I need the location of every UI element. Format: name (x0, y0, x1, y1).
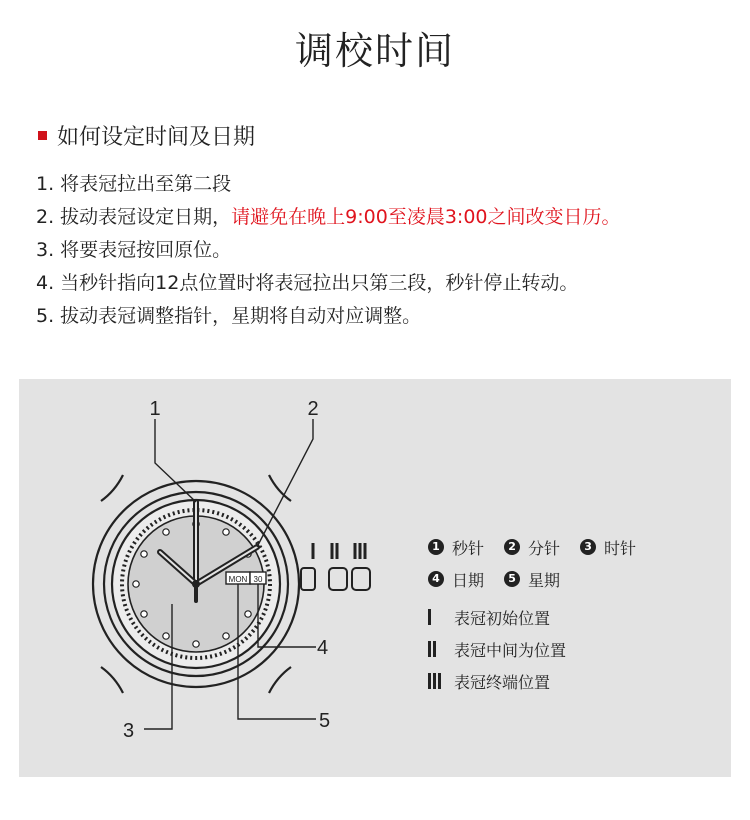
hour-marker-dot (245, 611, 251, 617)
circle-number-icon: 3 (580, 539, 596, 555)
instruction-step-5: 5. 拔动表冠调整指针，星期将自动对应调整。 (36, 305, 422, 327)
legend-item-day: 5 星期 (504, 568, 560, 591)
hour-marker-dot (193, 641, 199, 647)
hour-marker-dot (163, 529, 169, 535)
crown-position-legend-3: 表冠终端位置 (428, 669, 656, 693)
legend-item-minute-hand: 2 分针 (504, 536, 560, 559)
crown-position-1-icon (428, 609, 448, 625)
callout-4: 4 (317, 637, 329, 659)
legend-item-second-hand: 1 秒针 (428, 536, 484, 559)
callout-3: 3 (123, 720, 135, 742)
legend-row-windows (428, 567, 656, 591)
diagram-legend (428, 535, 656, 701)
crown-position-legend-1: 表冠初始位置 (428, 605, 656, 629)
instruction-step-2: 2. 拔动表冠设定日期，请避免在晚上9:00至凌晨3:00之间改变日历。 (36, 206, 621, 228)
crown-position-1 (301, 568, 315, 590)
hour-marker-dot (141, 611, 147, 617)
section-heading (38, 120, 255, 151)
instruction-list (36, 168, 621, 333)
hour-marker-dot (141, 551, 147, 557)
crown-position-2-icon (428, 641, 448, 657)
circle-number-icon: 2 (504, 539, 520, 555)
instruction-step-1: 1. 将表冠拉出至第二段 (36, 173, 232, 195)
section-title: 如何设定时间及日期 (57, 125, 256, 150)
lug-top-left (101, 475, 123, 501)
legend-row-hands (428, 535, 656, 559)
instruction-step-4: 4. 当秒针指向12点位置时将表冠拉出只第三段，秒针停止转动。 (36, 272, 579, 294)
circle-number-icon: 5 (504, 571, 520, 587)
hour-marker-dot (223, 633, 229, 639)
legend-item-hour-hand: 3 时针 (580, 536, 636, 559)
circle-number-icon: 1 (428, 539, 444, 555)
lug-bottom-left (101, 667, 123, 693)
crown-position-3 (352, 568, 370, 590)
crown-position-2 (329, 568, 347, 590)
date-window-text: 30 (253, 575, 263, 584)
legend-item-date: 4 日期 (428, 568, 484, 591)
callout-2: 2 (307, 398, 319, 420)
hour-marker-dot (163, 633, 169, 639)
callout-5: 5 (319, 710, 331, 732)
crown-position-legend-2: 表冠中间为位置 (428, 637, 656, 661)
callout-1: 1 (149, 398, 161, 420)
date-change-warning: 请避免在晚上9:00至凌晨3:00之间改变日历。 (231, 206, 621, 228)
circle-number-icon: 4 (428, 571, 444, 587)
hour-marker-dot (133, 581, 139, 587)
hour-marker-dot (223, 529, 229, 535)
red-square-marker (38, 131, 47, 140)
lug-bottom-right (269, 667, 291, 693)
day-window-text: MON (228, 575, 248, 584)
instruction-step-3: 3. 将要表冠按回原位。 (36, 239, 232, 261)
hand-pivot (192, 580, 200, 588)
page-title: 调校时间 (294, 29, 455, 73)
crown-position-3-icon (428, 673, 448, 689)
